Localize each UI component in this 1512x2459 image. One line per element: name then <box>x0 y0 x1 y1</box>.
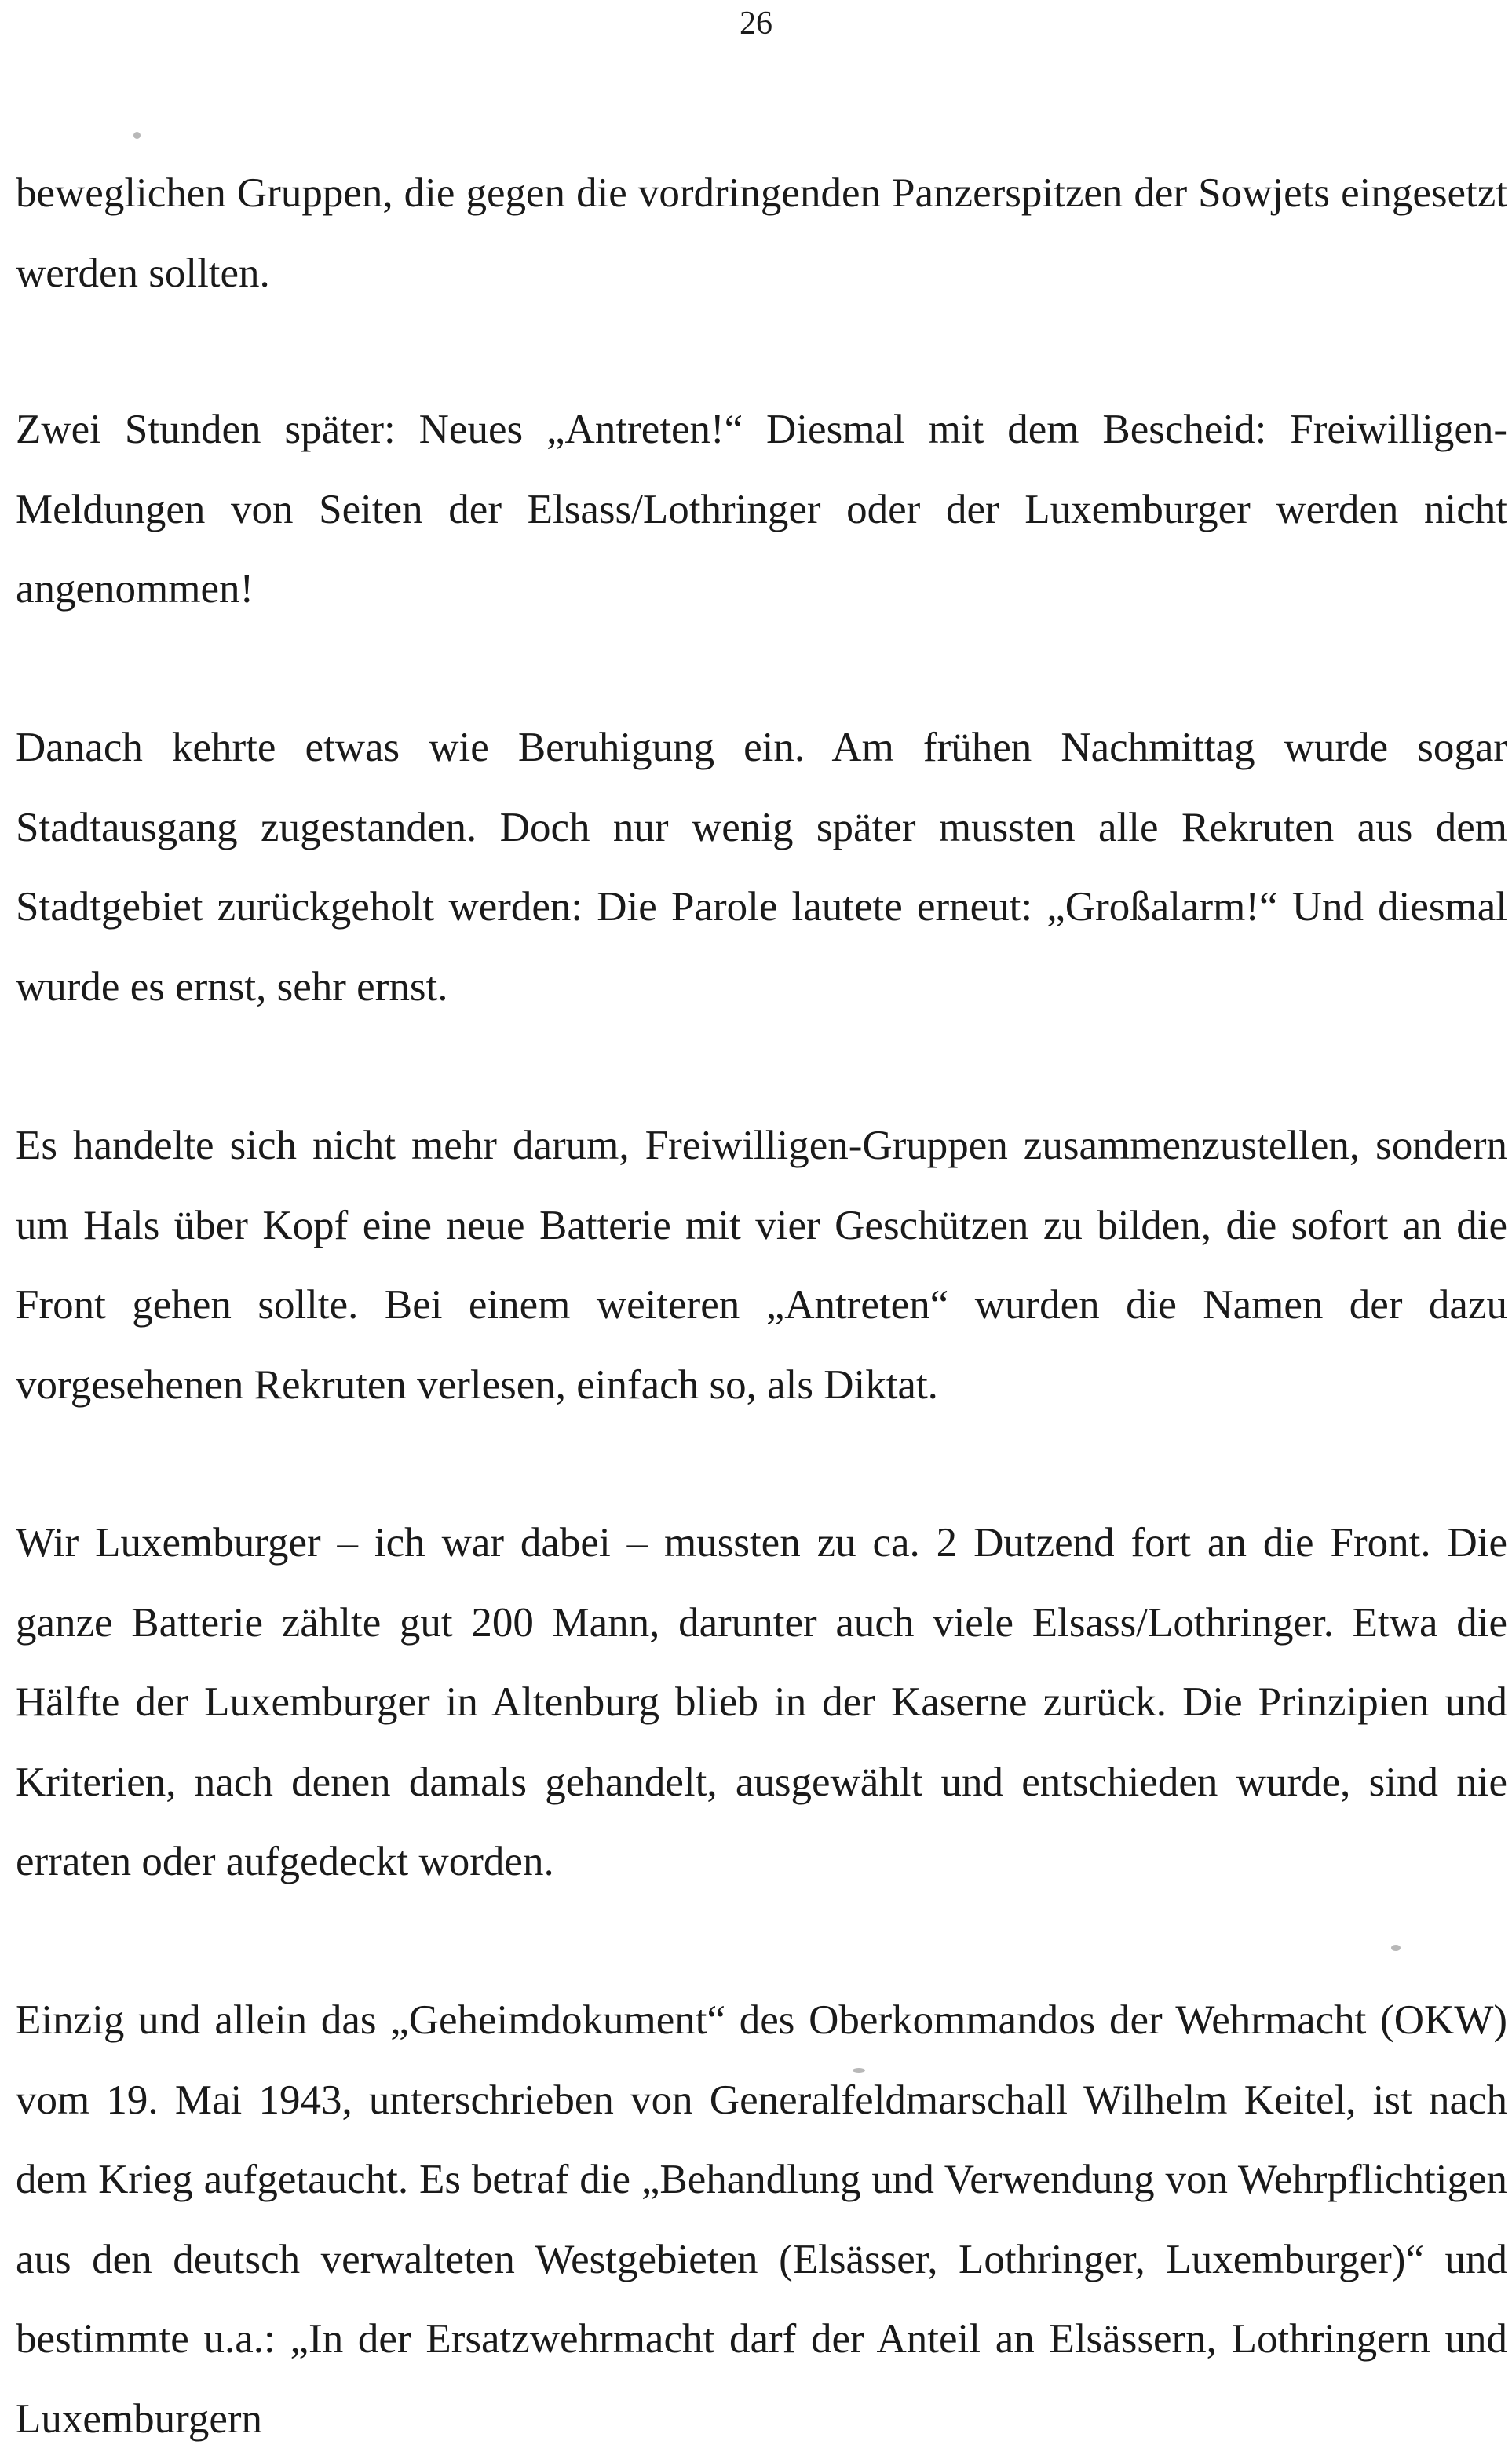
paragraph-2: Zwei Stunden später: Neues „Antreten!“ Diesmal mit dem Bescheid: Freiwilligen-Meldungen von Seiten der Elsass/Lothringer oder der Luxemburger werden nicht angenommen! <box>16 407 1507 612</box>
scan-speck <box>133 132 141 139</box>
scan-speck <box>853 2068 865 2073</box>
scan-speck <box>1391 1945 1401 1951</box>
paragraph-1: beweglichen Gruppen, die gegen die vordringenden Panzerspitzen der Sowjets eingesetzt werden sollten. <box>16 170 1507 296</box>
paragraph-3: Danach kehrte etwas wie Beruhigung ein. Am frühen Nachmittag wurde sogar Stadtausgang zugestanden. Doch nur wenig später mussten alle Rekruten aus dem Stadtgebiet zurückgeholt werden: Die Parole lautete erneut: „Großalarm!“ Und diesmal wurde es ernst, sehr ernst. <box>16 725 1507 1010</box>
paragraph-4: Es handelte sich nicht mehr darum, Freiwilligen-Gruppen zusammenzustellen, sondern um Hals über Kopf eine neue Batterie mit vier Geschützen zu bilden, die sofort an die Front gehen sollte. Bei einem weiteren „Antreten“ wurden die Namen der dazu vorgesehenen Rekruten verlesen, einfach so, als Diktat. <box>16 1123 1507 1408</box>
paragraph-5: Wir Luxemburger – ich war dabei – mussten zu ca. 2 Dutzend fort an die Front. Die ganze Batterie zählte gut 200 Mann, darunter auch viele Elsass/Lothringer. Etwa die Hälfte der Luxemburger in Altenburg blieb in der Kaserne zurück. Die Prinzipien und Kriterien, nach denen damals gehandelt, ausgewählt und entschieden wurde, sind nie erraten oder aufgedeckt worden. <box>16 1520 1507 1884</box>
paragraph-6: Einzig und allein das „Geheimdokument“ des Oberkommandos der Wehrmacht (OKW) vom 19. Mai 1943, unterschrieben von Generalfeldmarschall Wilhelm Keitel, ist nach dem Krieg aufgetaucht. Es betraf die „Behandlung und Verwendung von Wehrpflichtigen aus den deutsch verwalteten Westgebieten (Elsässer, Lothringer, Luxemburger)“ und bestimmte u.a.: „In der Ersatzwehrmacht darf der Anteil an Elsässern, Lothringern und Luxemburgern <box>16 1997 1507 2442</box>
page-number: 26 <box>740 5 772 42</box>
